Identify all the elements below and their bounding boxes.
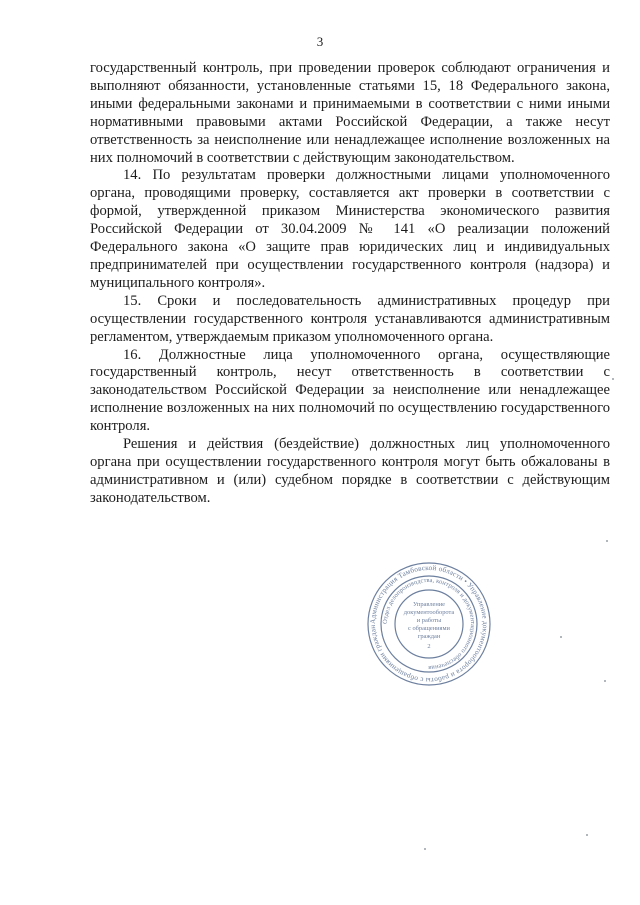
seal-center-line: документооборота	[403, 609, 455, 616]
scan-speck	[586, 834, 588, 836]
paragraph-14: 14. По результатам проверки должностными лицами уполномоченного органа, проводящими проверку, составляется акт проверки в соответствии с формой, утвержденной приказом Министерства экономического развития Российской Федерации от 30.04.2009 № 141 «О реализации положений Федерального закона «О защите прав юридических лиц и индивидуальных предпринимателей при осуществлении государственного контроля (надзора) и муниципального контроля».	[90, 167, 610, 291]
seal-inner-ring-text: Отдел делопроизводства, контроля и документационного обеспечения	[381, 576, 477, 672]
seal-graphic	[365, 560, 493, 688]
seal-center-line: граждан	[417, 633, 441, 640]
paragraph-16: 16. Должностные лица уполномоченного органа, осуществляющие государственный контроль, несут ответственность в соответствии с законодательством Российской Федерации за неисполнение или ненадлежащее исполнение возложенных на них полномочий по осуществлению государственного контроля.	[90, 346, 610, 435]
scan-speck	[604, 680, 606, 682]
seal-outer-ring-text: Администрация Тамбовской области • Управление документооборота и работы с обращениями граждан	[368, 563, 490, 685]
scan-speck	[606, 540, 608, 542]
page-number: 3	[316, 34, 324, 49]
seal-center-line: с обращениями	[408, 625, 450, 632]
seal-center-line: и работы	[416, 617, 442, 624]
seal-center-line: 2	[427, 643, 431, 650]
scan-speck	[560, 636, 562, 638]
scan-speck	[424, 848, 426, 850]
paragraph-continuation: государственный контроль, при проведении проверок соблюдают ограничения и выполняют обязанности, установленные статьями 15, 18 Федерального закона, иными федеральными законами и принимаемыми в соответствии с ними иными нормативными правовыми актами Российской Федерации, а также несут ответственность за неисполнение или ненадлежащее исполнение возложенных на них полномочий в соответствии с действующим законодательством.	[90, 60, 610, 166]
seal-center-line: Управление	[412, 601, 446, 608]
paragraph-15: 15. Сроки и последовательность административных процедур при осуществлении государственного контроля устанавливаются административным регламентом, утверждаемым приказом уполномоченного органа.	[90, 292, 610, 345]
document-body	[90, 60, 610, 508]
official-seal	[365, 560, 493, 688]
scan-speck	[612, 378, 614, 380]
paragraph-appeal: Решения и действия (бездействие) должностных лиц уполномоченного органа при осуществлении государственного контроля могут быть обжалованы в административном и (или) судебном порядке в соответствии с действующим законодательством.	[90, 436, 610, 506]
